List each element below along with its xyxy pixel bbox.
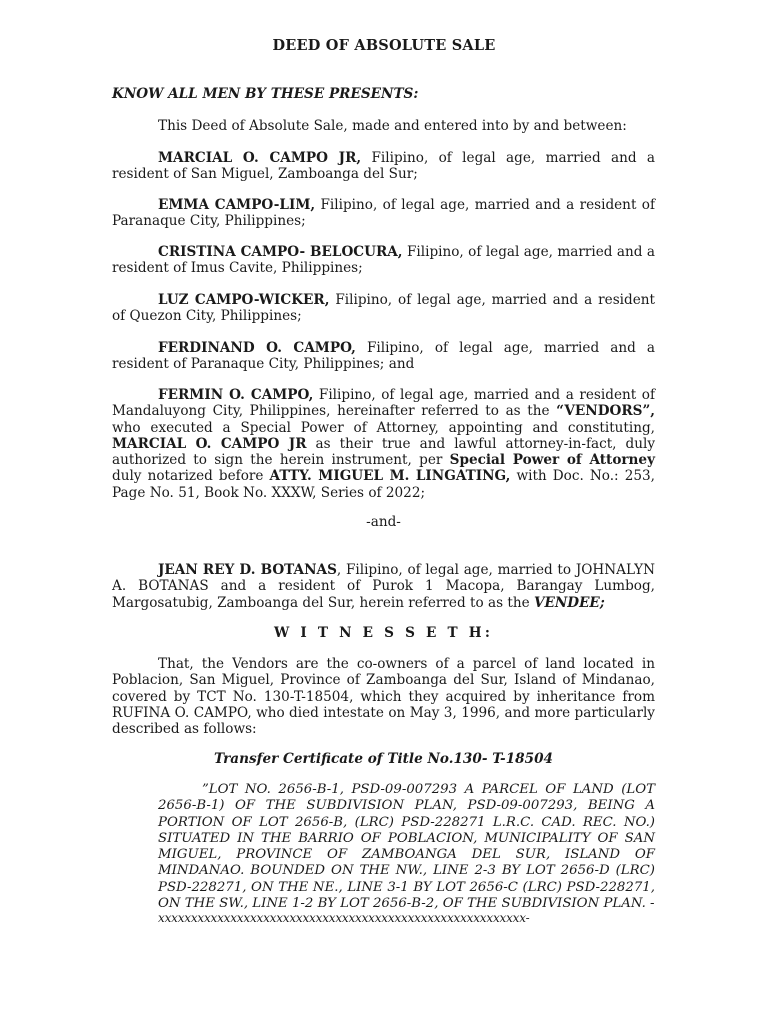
party-text: Filipino, of legal age, married and a resident of Imus Cavite, Philippines;: [112, 244, 656, 277]
party-name: FERMIN O. CAMPO,: [158, 387, 314, 403]
party-name: FERDINAND O. CAMPO,: [158, 340, 356, 356]
document-title: DEED OF ABSOLUTE SALE: [272, 37, 496, 54]
party-name: MARCIAL O. CAMPO JR,: [158, 150, 362, 166]
recital-paragraph: That, the Vendors are the co-owners of a parcel of land located in Poblacion, San Miguel, Province of Zamboanga del Sur, Island of Mindanao, covered by TCT No. 130-T-18504, which they acquired by inheritance from RUFINA O. CAMPO, who died intestate on May 3, 1996, and more particularly described as follows:: [112, 656, 655, 738]
party-paragraph: [112, 292, 655, 325]
paragraph-text: duly notarized before: [112, 468, 270, 485]
attorney-in-fact-name: MARCIAL O. CAMPO JR: [112, 435, 307, 452]
lot-description: ”LOT NO. 2656-B-1, PSD-09-007293 A PARCEL OF LAND (LOT 2656-B-1) OF THE SUBDIVISION PLAN, PSD-09-007293, BEING A PORTION OF LOT 2656-B, (LRC) PSD-228271 L.R.C. CAD. REC. NO.) SITUATED IN THE BARRIO OF POBLACION, MUNICIPALITY OF SAN MIGUEL, PROVINCE OF ZAMBOANGA DEL SUR, ISLAND OF MINDANAO. BOUNDED ON THE NW., LINE 2-3 BY LOT 2656-D (LRC) PSD-228271, ON THE NE., LINE 3-1 BY LOT 2656-C (LRC) PSD-228271, ON THE SW., LINE 1-2 BY LOT 2656-B-2, OF THE SUBDIVISION PLAN. -: [158, 782, 655, 912]
party-text: Filipino, of legal age, married and a resident of Paranaque City, Philippines; and: [112, 340, 655, 373]
paragraph-text: , Filipino, of legal age, married to JOHNALYN A. BOTANAS and a resident of Purok 1 Macopa, Barangay Lumbog, Margosatubig, Zamboanga del Sur, herein referred to as the: [112, 562, 655, 611]
vendee-name: JEAN REY D. BOTANAS: [158, 562, 337, 578]
party-paragraph: [112, 340, 655, 373]
paragraph-text: with Doc. No.: 253, Page No. 51, Book No. XXXW, Series of 2022;: [112, 468, 656, 501]
party-name: EMMA CAMPO-LIM,: [158, 197, 316, 213]
notary-name: ATTY. MIGUEL M. LINGATING,: [269, 468, 511, 485]
party-paragraph: [112, 150, 655, 183]
witnesseth-heading: [112, 625, 655, 641]
tct-heading: Transfer Certificate of Title No.130- T-18504: [213, 751, 553, 767]
filler-line: xxxxxxxxxxxxxxxxxxxxxxxxxxxxxxxxxxxxxxxxxxxxxxxxxxxxxxxx-: [158, 911, 530, 925]
party-paragraph: [112, 197, 655, 230]
paragraph-text: as their true and lawful attorney-in-fact, duly authorized to sign the herein instrument, per: [112, 435, 656, 469]
fermin-paragraph: [112, 387, 655, 501]
party-paragraph: [112, 244, 655, 277]
vendee-term: VENDEE;: [533, 594, 605, 611]
intro-paragraph: This Deed of Absolute Sale, made and entered into by and between:: [158, 118, 627, 134]
and-separator: -and-: [366, 514, 401, 530]
spa-term: Special Power of Attorney: [449, 452, 655, 469]
vendee-paragraph: [112, 562, 655, 611]
paragraph-text: Filipino, of legal age, married and a resident of Mandaluyong City, Philippines, hereinafter referred to as the: [112, 387, 656, 420]
witnesseth-text: W I T N E S S E T H:: [273, 625, 494, 641]
salutation: KNOW ALL MEN BY THESE PRESENTS:: [112, 86, 419, 102]
party-text: Filipino, of legal age, married and a resident of Paranaque City, Philippines;: [112, 197, 655, 230]
party-name: LUZ CAMPO-WICKER,: [158, 292, 330, 308]
vendors-term: “VENDORS”,: [556, 403, 655, 420]
party-name: CRISTINA CAMPO- BELOCURA,: [158, 244, 403, 260]
paragraph-text: who executed a Special Power of Attorney, appointing and constituting,: [112, 419, 655, 436]
party-text: Filipino, of legal age, married and a resident of Quezon City, Philippines;: [112, 292, 655, 325]
party-text: Filipino, of legal age, married and a resident of San Miguel, Zamboanga del Sur;: [112, 150, 656, 183]
